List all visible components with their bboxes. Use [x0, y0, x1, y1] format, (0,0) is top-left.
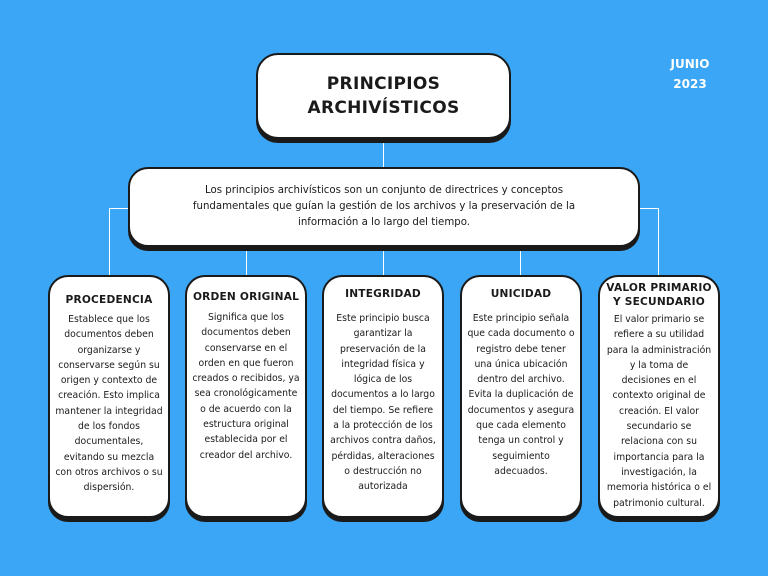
- connector-integridad: [383, 247, 384, 276]
- card-body: El valor primario se refiere a su utilidad para la administración y la toma de decisiones en el contexto original de creación. El valor secundario se relaciona con su importancia para la investigación, la memoria histórica o el patrimonio cultural.: [606, 314, 712, 509]
- card-body: Establece que los documentos deben organizarse y conservarse según su origen y contexto de creación. Esto implica mantener la integridad de los fondos documentales, evitando su mezcla con otros archivos o su dispersión.: [55, 314, 163, 494]
- connector-unicidad: [520, 247, 521, 276]
- card-procedencia: [48, 275, 170, 518]
- connector-procedencia: [109, 208, 110, 276]
- card-title: INTEGRIDAD: [345, 288, 421, 300]
- connector-title-intro: [383, 139, 384, 168]
- title-box: [256, 53, 511, 139]
- card-orden-original: [185, 275, 307, 518]
- diagram-title: PRINCIPIOS ARCHIVÍSTICOS: [307, 74, 460, 118]
- card-title: VALOR PRIMARIO Y SECUNDARIO: [606, 282, 712, 308]
- card-body: Significa que los documentos deben conservarse en el orden en que fueron creados o recibidos, ya sea cronológicamente o de acuerdo con la estructura original establecida por el creador del archivo.: [192, 312, 300, 461]
- intro-text: Los principios archivísticos son un conjunto de directrices y conceptos fundamentales que guían la gestión de los archivos y la preservación de la información a lo largo del tiempo.: [192, 185, 576, 228]
- card-title: UNICIDAD: [490, 288, 552, 300]
- connector-valor: [658, 208, 659, 276]
- card-title: PROCEDENCIA: [65, 294, 153, 306]
- card-integridad: [322, 275, 444, 518]
- connector-orden-original: [246, 247, 247, 276]
- card-title: ORDEN ORIGINAL: [192, 291, 300, 303]
- intro-box: [128, 167, 640, 247]
- card-body: Este principio busca garantizar la preservación de la integridad física y lógica de los documentos a lo largo del tiempo. Se refiere a la protección de los archivos contra daños, pérdidas, alteraciones o destrucción no autorizada: [330, 313, 436, 493]
- card-valor-primario-secundario: [598, 275, 720, 518]
- card-unicidad: [460, 275, 582, 518]
- card-body: Este principio señala que cada documento o registro debe tener una única ubicación dentro del archivo. Evita la duplicación de documentos y asegura que cada elemento tenga un control y seguimiento adecuados.: [467, 313, 575, 477]
- date-label: JUNIO 2023: [670, 57, 710, 91]
